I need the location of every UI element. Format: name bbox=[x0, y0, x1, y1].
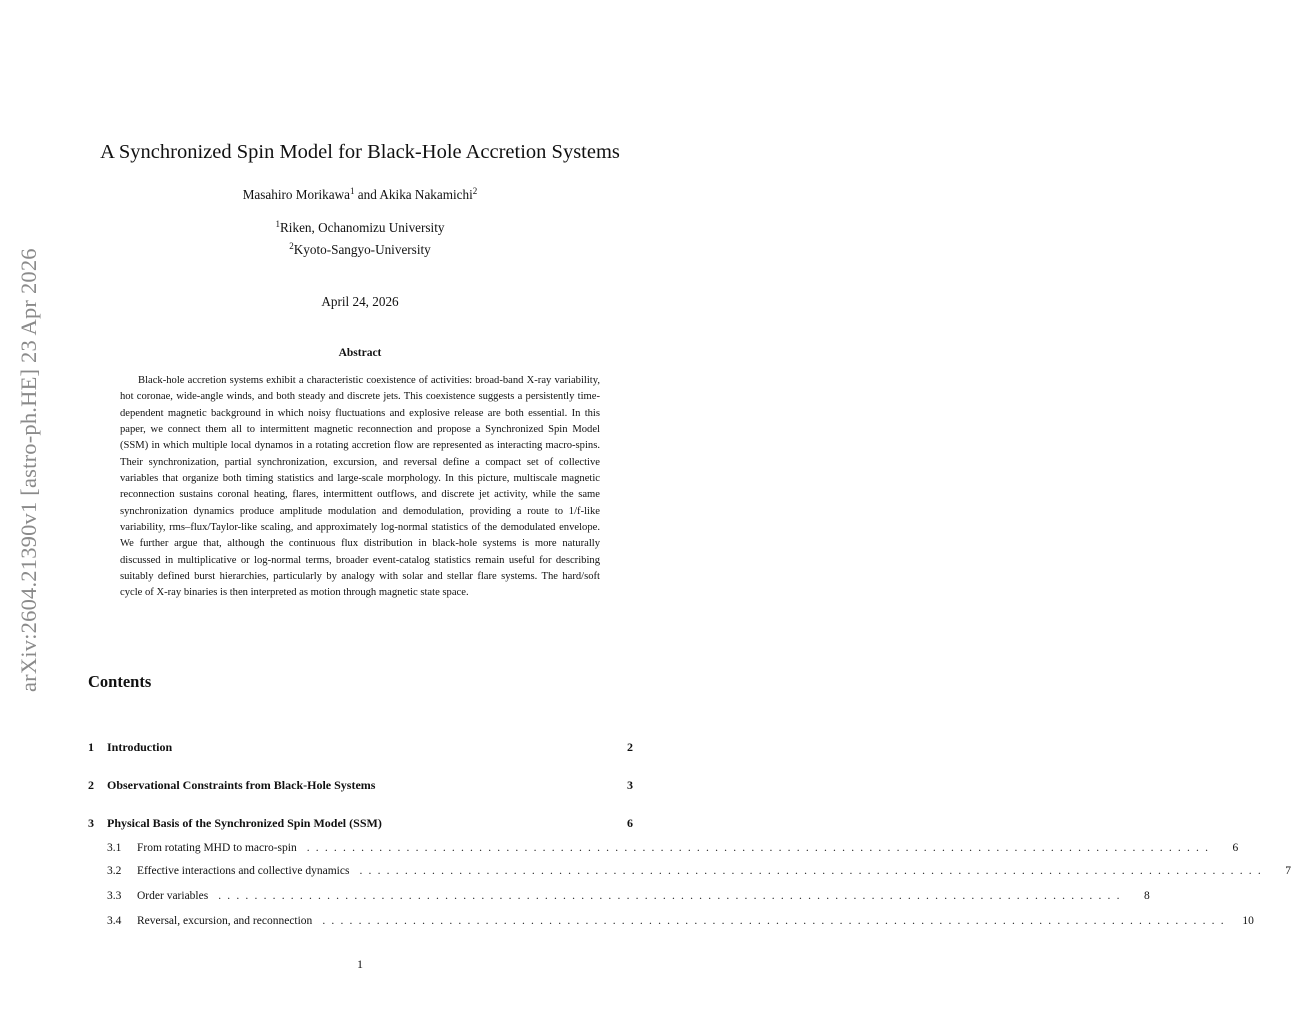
toc-subsection-page: 7 bbox=[1285, 865, 1291, 877]
toc-section-page: 2 bbox=[627, 740, 633, 754]
affiliation-2 bbox=[0, 242, 720, 258]
toc-section-number: 2 bbox=[88, 778, 94, 792]
author-2-affiliation-mark: 2 bbox=[472, 186, 478, 196]
toc-leader-dots: .................................................................................................... bbox=[359, 865, 1267, 877]
page-number: 1 bbox=[357, 957, 363, 971]
paper-date: April 24, 2026 bbox=[321, 294, 399, 309]
toc-section-2[interactable] bbox=[88, 778, 633, 793]
toc-subsection-label: Effective interactions and collective dynamics bbox=[137, 865, 350, 877]
toc-leader-dots: .................................................................................................... bbox=[322, 915, 1230, 927]
affiliation-1 bbox=[0, 220, 720, 236]
toc-subsection-number: 3.2 bbox=[107, 865, 122, 877]
contents-heading: Contents bbox=[88, 672, 152, 691]
author-1-affiliation-mark: 1 bbox=[350, 186, 355, 196]
toc-section-1[interactable] bbox=[88, 740, 633, 755]
toc-subsection-3-2[interactable] bbox=[107, 865, 1291, 877]
toc-section-3[interactable] bbox=[88, 816, 633, 831]
toc-subsection-label: Order variables bbox=[137, 890, 209, 902]
abstract-text: Black-hole accretion systems exhibit a characteristic coexistence of activities: broad-band X-ray variability, hot coronae, wide-angle winds, and both steady and discrete jets. This coexistence suggests a persistently time-dependent magnetic background in which noisy fluctuations and explosive release are both essential. In this paper, we connect them all to intermittent magnetic reconnection and propose a Synchronized Spin Model (SSM) in which multiple local dynamos in a rotating accretion flow are represented as interacting macro-spins. Their synchronization, partial synchronization, excursion, and reversal define a compact set of collective variables that organize both timing statistics and large-scale morphology. In this picture, multiscale magnetic reconnection sustains coronal heating, flares, intermittent outflows, and discrete jet activity, while the same synchronization dynamics produce amplitude modulation and demodulation, providing a route to 1/f-like variability, rms–flux/Taylor-like scaling, and approximately log-normal statistics of the demodulated envelope. We further argue that, although the continuous flux distribution in black-hole systems is more naturally discussed in multiplicative or log-normal terms, broader event-catalog statistics remain useful for describing suitably defined burst hierarchies, particularly by analogy with solar and stellar flare systems. The hard/soft cycle of X-ray binaries is then interpreted as motion through magnetic state space. bbox=[120, 375, 600, 599]
abstract-heading: Abstract bbox=[338, 347, 382, 359]
toc-section-page: 6 bbox=[627, 816, 633, 830]
toc-leader-dots: .................................................................................................... bbox=[218, 890, 1126, 902]
author-1: Masahiro Morikawa bbox=[242, 187, 350, 202]
affiliation-2-mark: 2 bbox=[289, 241, 294, 251]
paper-title: A Synchronized Spin Model for Black-Hole Accretion Systems bbox=[100, 141, 620, 163]
author-line bbox=[0, 187, 720, 203]
affiliation-2-name: Kyoto-Sangyo-University bbox=[293, 242, 431, 257]
arxiv-identifier: arXiv:2604.21390v1 [astro-ph.HE] 23 Apr 2026 bbox=[16, 248, 41, 692]
toc-subsection-number: 3.4 bbox=[107, 915, 122, 927]
toc-section-page: 3 bbox=[627, 778, 633, 792]
toc-section-label: Observational Constraints from Black-Hole Systems bbox=[107, 778, 376, 792]
toc-section-label: Introduction bbox=[107, 740, 173, 754]
toc-section-number: 3 bbox=[88, 816, 94, 830]
toc-section-number: 1 bbox=[88, 740, 94, 754]
toc-subsection-3-1[interactable] bbox=[107, 842, 1239, 854]
toc-subsection-label: Reversal, excursion, and reconnection bbox=[137, 915, 313, 927]
author-conjunction: and bbox=[354, 187, 380, 202]
toc-section-title bbox=[88, 740, 172, 755]
toc-subsection-3-4[interactable] bbox=[107, 915, 1254, 927]
toc-subsection-3-3[interactable] bbox=[107, 890, 1150, 902]
affiliation-1-name: Riken, Ochanomizu University bbox=[280, 220, 445, 235]
toc-leader-dots: .................................................................................................... bbox=[306, 842, 1215, 854]
toc-subsection-number: 3.3 bbox=[107, 890, 122, 902]
toc-section-label: Physical Basis of the Synchronized Spin Model (SSM) bbox=[107, 816, 382, 830]
toc-subsection-page: 10 bbox=[1242, 915, 1254, 927]
toc-subsection-label: From rotating MHD to macro-spin bbox=[137, 842, 297, 854]
author-2: Akika Nakamichi bbox=[379, 187, 473, 202]
toc-subsection-number: 3.1 bbox=[107, 842, 122, 854]
toc-subsection-page: 8 bbox=[1143, 890, 1150, 902]
toc-section-title bbox=[88, 778, 375, 793]
affiliation-1-mark: 1 bbox=[275, 219, 281, 229]
toc-subsection-page: 6 bbox=[1232, 842, 1239, 854]
toc-section-title bbox=[88, 816, 382, 831]
